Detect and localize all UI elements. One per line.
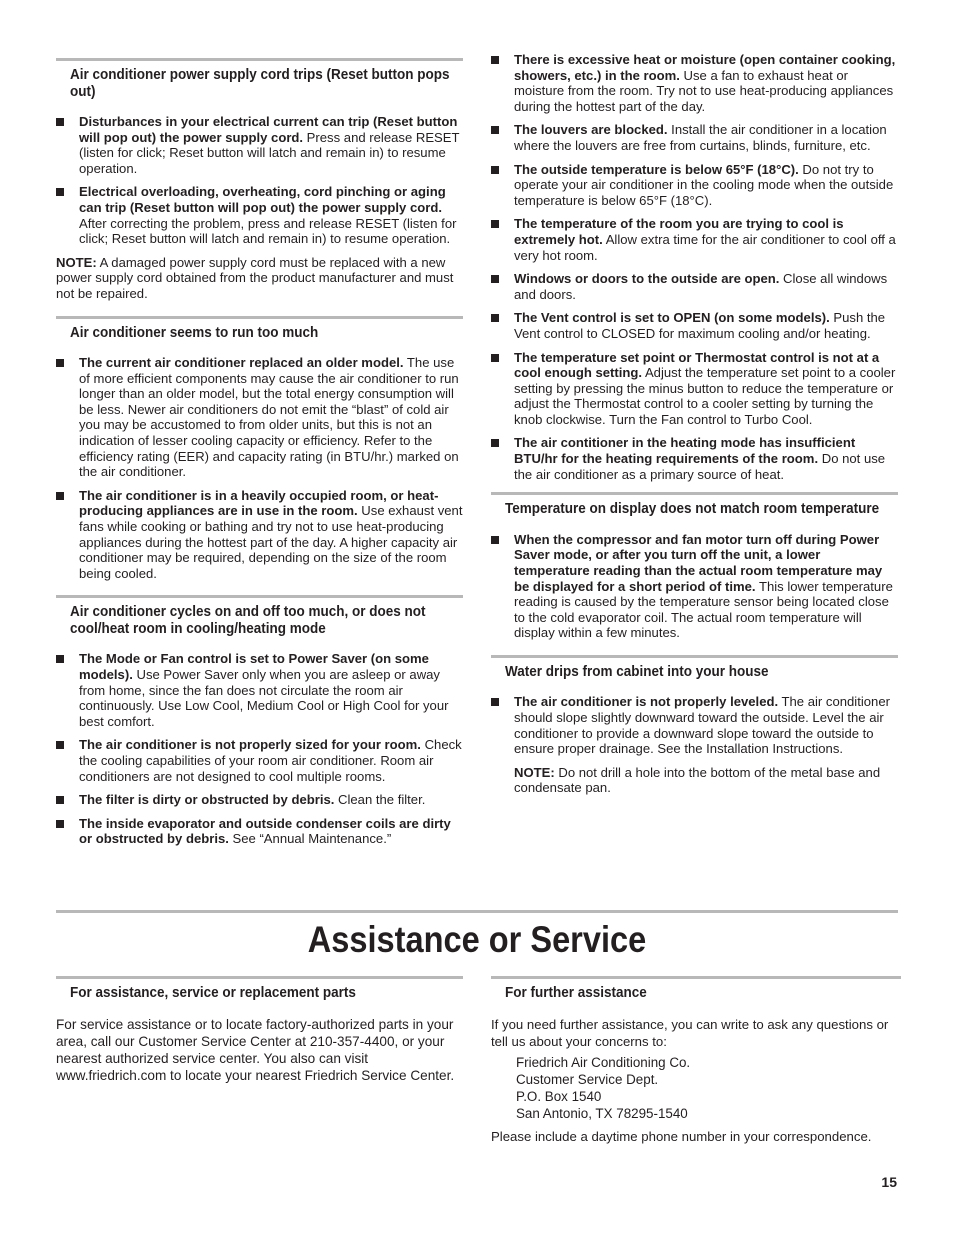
item-cause: The Vent control is set to OPEN (on some models). — [514, 310, 830, 326]
item-remedy: This lower temperature reading is caused by the temperature sensor being located close to the cold evaporator coil. The actual room temperature will display within a few minutes. — [514, 578, 893, 641]
bullet-list — [491, 694, 898, 756]
section-title: Water drips from cabinet into your house — [505, 662, 769, 680]
list-item — [56, 651, 463, 729]
square-bullet-icon — [491, 439, 499, 447]
assistance-left-text: For service assistance or to locate factory-authorized parts in your area, call our Customer Service Center at 210-357-4400, or your nearest authorized service center. You also can visit www.friedrich.com to locate your nearest Friedrich Service Center. — [56, 1016, 455, 1083]
list-item — [491, 350, 898, 428]
address-line: P.O. Box 1540 — [516, 1088, 602, 1104]
item-cause: The louvers are blocked. — [514, 122, 668, 138]
assistance-right-intro: If you need further assistance, you can write to ask any questions or tell us about your concerns to: — [491, 1016, 889, 1049]
square-bullet-icon — [491, 314, 499, 322]
troubleshooting-section — [56, 316, 463, 582]
item-remedy: Do not try to operate your air conditioner in the cooling mode when the outside temperature is below 65°F (18°C). — [514, 161, 894, 208]
item-cause: When the compressor and fan motor turn off during Power Saver mode, or after you turn off the unit, a lower temperature reading than the actual room temperature may be displayed for a short period of time. — [514, 531, 883, 594]
list-item — [491, 271, 898, 302]
list-item — [491, 52, 898, 114]
item-remedy: Close all windows and doors. — [514, 271, 888, 302]
troubleshooting-section — [56, 595, 463, 847]
note — [56, 255, 463, 302]
section-title: Air conditioner seems to run too much — [70, 323, 319, 341]
square-bullet-icon — [56, 796, 64, 804]
left-column — [56, 58, 463, 861]
list-item — [56, 816, 463, 847]
square-bullet-icon — [491, 698, 499, 706]
item-remedy: Install the air conditioner in a location where the louvers are free from curtains, blinds, furniture, etc. — [514, 122, 887, 153]
list-item — [56, 114, 463, 176]
item-cause: There is excessive heat or moisture (open container cooking, showers, etc.) in the room. — [514, 52, 896, 83]
note — [491, 765, 898, 796]
note-label: NOTE: — [56, 254, 97, 270]
square-bullet-icon — [491, 166, 499, 174]
square-bullet-icon — [56, 820, 64, 828]
address-line: San Antonio, TX 78295-1540 — [516, 1105, 688, 1121]
item-remedy: Check the cooling capabilities of your room air conditioner. Room air conditioners are not designed to cool multiple rooms. — [79, 737, 462, 784]
item-cause: The outside temperature is below 65°F (18°C). — [514, 161, 799, 177]
item-cause: The inside evaporator and outside condenser coils are dirty or obstructed by debris. — [79, 815, 451, 847]
item-cause: The air conditioner is in a heavily occupied room, or heat-producing appliances are in use in the room. — [79, 487, 439, 519]
square-bullet-icon — [491, 220, 499, 228]
list-item — [56, 737, 463, 784]
list-item — [491, 122, 898, 153]
list-item — [56, 488, 463, 582]
assistance-left-title: For assistance, service or replacement parts — [70, 984, 356, 1001]
page-title: Assistance or Service — [307, 919, 647, 960]
troubleshooting-section — [491, 655, 898, 796]
list-item — [491, 532, 898, 641]
list-item — [491, 435, 898, 482]
troubleshooting-section — [491, 492, 898, 641]
item-remedy: Press and release RESET (listen for click; Reset button will latch and remain in) to resume operation. — [79, 129, 460, 176]
item-cause: The temperature of the room you are trying to cool is extremely hot. — [514, 216, 844, 247]
bullet-list — [491, 532, 898, 641]
item-cause: Windows or doors to the outside are open. — [514, 271, 780, 287]
item-cause: The air conditioner is not properly leveled. — [514, 694, 779, 710]
item-cause: The filter is dirty or obstructed by debris. — [79, 792, 335, 808]
list-item — [491, 162, 898, 209]
page-number: 15 — [881, 1174, 897, 1190]
item-remedy: Clean the filter. — [334, 792, 426, 808]
bullet-list — [491, 52, 898, 482]
item-remedy: Use a fan to exhaust heat or moisture from the room. Try not to use heat-producing appliances during the hottest part of the day. — [514, 67, 894, 114]
item-cause: The air conditioner is not properly sized for your room. — [79, 737, 421, 753]
square-bullet-icon — [56, 188, 64, 196]
list-item — [491, 310, 898, 341]
note-label: NOTE: — [514, 764, 555, 780]
address-line: Customer Service Dept. — [516, 1071, 659, 1087]
list-item — [56, 792, 463, 808]
section-divider — [56, 910, 898, 913]
square-bullet-icon — [491, 56, 499, 64]
item-remedy: Do not use the air conditioner as a primary source of heat. — [514, 451, 886, 482]
item-cause: The current air conditioner replaced an older model. — [79, 355, 404, 371]
item-cause: Electrical overloading, overheating, cord pinching or aging can trip (Reset button will pop out) the power supply cord. — [79, 184, 446, 215]
assistance-right — [491, 976, 901, 1159]
section-title: Air conditioner power supply cord trips (Reset button pops out) — [70, 66, 450, 100]
item-remedy: After correcting the problem, press and release RESET (listen for click; Reset button will latch and remain in) to resume operation. — [79, 215, 457, 247]
square-bullet-icon — [56, 741, 64, 749]
bullet-list — [56, 651, 463, 847]
mailing-address — [516, 1054, 901, 1122]
list-item — [491, 216, 898, 263]
square-bullet-icon — [491, 126, 499, 134]
address-line: Friedrich Air Conditioning Co. — [516, 1054, 691, 1070]
assistance-right-outro: Please include a daytime phone number in your correspondence. — [491, 1128, 872, 1144]
item-remedy: The air conditioner should slope slightly downward toward the outside. Level the air conditioner to provide a downward slope toward the outside to ensure proper drainage. See the Installation Instructions. — [514, 694, 890, 757]
square-bullet-icon — [491, 354, 499, 362]
list-item — [491, 694, 898, 756]
item-cause: The Mode or Fan control is set to Power Saver (on some models). — [79, 651, 429, 682]
square-bullet-icon — [56, 492, 64, 500]
square-bullet-icon — [491, 275, 499, 283]
assistance-left — [56, 976, 463, 1098]
item-remedy: The use of more efficient components may cause the air conditioner to run longer than an older model, but the total energy consumption will be less. Newer air conditioners do not emit the “blast” of cold air you may be accustomed to from older units, but this is not an indication of lesser cooling capacity or efficiency. Refer to the efficiency rating (EER) and capacity rating (in BTU/hr.) marked on the air conditioner. — [79, 355, 459, 480]
item-cause: The temperature set point or Thermostat control is not at a cool enough setting. — [514, 349, 880, 381]
square-bullet-icon — [56, 359, 64, 367]
list-item — [56, 184, 463, 246]
section-title: Air conditioner cycles on and off too much, or does not cool/heat room in cooling/heating mode — [70, 603, 426, 637]
note-text: Do not drill a hole into the bottom of the metal base and condensate pan. — [514, 764, 881, 796]
item-remedy: Push the Vent control to CLOSED for maximum cooling and/or heating. — [514, 310, 886, 341]
troubleshooting-section — [56, 58, 463, 302]
bullet-list — [56, 355, 463, 581]
item-remedy: Use exhaust vent fans while cooking or bathing and try not to use heat-producing appliances during the hottest part of the day. A higher capacity air conditioner may be required, depending on the size of the room being cooled. — [79, 503, 463, 581]
list-item — [56, 355, 463, 480]
item-remedy: Allow extra time for the air conditioner to cool off a very hot room. — [514, 231, 896, 263]
item-remedy: See “Annual Maintenance.” — [228, 831, 392, 847]
note-text: A damaged power supply cord must be replaced with a new power supply cord obtained from the product manufacturer and must not be repaired. — [56, 254, 454, 301]
square-bullet-icon — [491, 536, 499, 544]
item-cause: The air contitioner in the heating mode has insufficient BTU/hr for the heating requirements of the room. — [514, 435, 856, 467]
square-bullet-icon — [56, 118, 64, 126]
item-remedy: Use Power Saver only when you are asleep or away from home, since the fan does not circulate the room air continuously. Use Low Cool, Medium Cool or High Cool for your best comfort. — [79, 666, 449, 729]
assistance-right-title: For further assistance — [505, 984, 647, 1001]
item-remedy: Adjust the temperature set point to a cooler setting by pressing the minus button to reduce the temperature or adjust the Thermostat control to a cooler setting by turning the knob clockwise. Turn the Fan control to Turbo Cool. — [514, 365, 896, 427]
section-title: Temperature on display does not match room temperature — [505, 500, 880, 518]
square-bullet-icon — [56, 655, 64, 663]
right-column — [491, 52, 898, 810]
bullet-list — [56, 114, 463, 247]
item-cause: Disturbances in your electrical current can trip (Reset button will pop out) the power supply cord. — [79, 114, 458, 145]
continued-items — [491, 52, 898, 482]
